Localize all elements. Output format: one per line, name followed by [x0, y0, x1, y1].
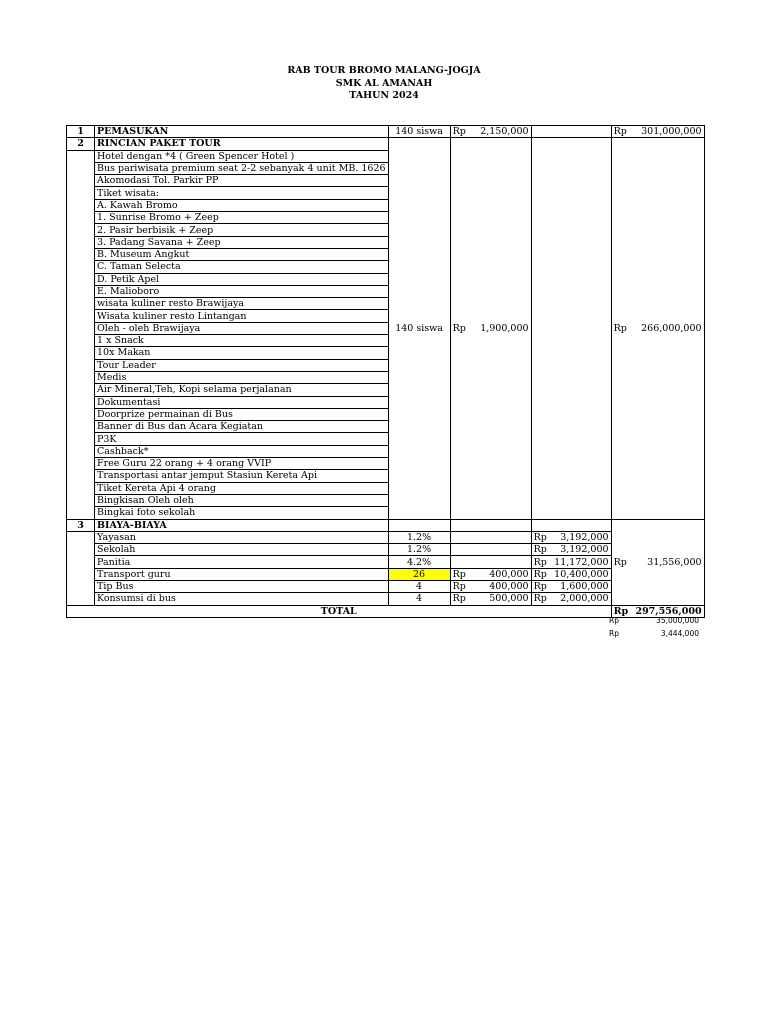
- item-label: E. Malioboro: [95, 285, 389, 297]
- section-label: BIAYA-BIAYA: [95, 519, 389, 531]
- item-label: Cashback*: [95, 445, 389, 457]
- price-cell: 1,900,000: [470, 138, 531, 519]
- item-label: Medis: [95, 371, 389, 383]
- item-label: C. Taman Selecta: [95, 261, 389, 273]
- item-label: Free Guru 22 orang + 4 orang VVIP: [95, 458, 389, 470]
- empty-cell: [551, 126, 611, 138]
- total-cell: 31,556,000: [631, 519, 704, 605]
- currency-cell: Rp: [611, 138, 631, 519]
- subtotal-cell: 1,600,000: [551, 580, 611, 592]
- item-label: Bingkisan Oleh oleh: [95, 494, 389, 506]
- subtotal-cell: 2,000,000: [551, 593, 611, 605]
- item-label: Akomodasi Tol. Parkir PP: [95, 175, 389, 187]
- qty-cell: 4: [388, 580, 450, 592]
- empty-cell: [551, 138, 611, 519]
- currency-cell: Rp: [531, 544, 551, 556]
- item-label: Dokumentasi: [95, 396, 389, 408]
- qty-cell: 26: [388, 568, 450, 580]
- currency-cell: [450, 531, 470, 543]
- currency-cell: Rp: [611, 126, 631, 138]
- item-label: 10x Makan: [95, 347, 389, 359]
- item-label: Sekolah: [95, 544, 389, 556]
- total-cell: 301,000,000: [631, 126, 704, 138]
- table-row: [67, 568, 705, 580]
- empty-cell: [531, 519, 551, 531]
- table-row: [67, 593, 705, 605]
- currency-cell: Rp: [450, 580, 470, 592]
- item-label: Hotel dengan *4 ( Green Spencer Hotel ): [95, 150, 389, 162]
- item-label: wisata kuliner resto Brawijaya: [95, 298, 389, 310]
- qty-cell: 1.2%: [388, 531, 450, 543]
- currency-cell: Rp: [450, 126, 470, 138]
- currency-cell: Rp: [531, 568, 551, 580]
- item-label: Tour Leader: [95, 359, 389, 371]
- item-label: 1 x Snack: [95, 335, 389, 347]
- currency-cell: Rp: [611, 605, 631, 617]
- row-number: [67, 150, 95, 519]
- currency-cell: Rp: [611, 519, 631, 605]
- empty-cell: [388, 519, 450, 531]
- subtotal-cell: 3,192,000: [551, 544, 611, 556]
- item-label: Yayasan: [95, 531, 389, 543]
- note-row: [605, 628, 699, 641]
- currency-cell: Rp: [531, 580, 551, 592]
- item-label: Wisata kuliner resto Lintangan: [95, 310, 389, 322]
- empty-cell: [450, 519, 470, 531]
- note-currency: Rp: [609, 616, 619, 625]
- note-row: [605, 615, 699, 628]
- price-cell: 2,150,000: [470, 126, 531, 138]
- item-label: Doorprize permainan di Bus: [95, 408, 389, 420]
- note-value: 3,444,000: [660, 628, 699, 638]
- table-row: [67, 544, 705, 556]
- note-value: 35,000,000: [656, 616, 699, 625]
- currency-cell: Rp: [531, 593, 551, 605]
- document-title: [0, 65, 768, 103]
- row-number: 2: [67, 138, 95, 150]
- currency-cell: Rp: [531, 556, 551, 568]
- table-row: [67, 531, 705, 543]
- currency-cell: Rp: [450, 593, 470, 605]
- price-cell: 400,000: [470, 568, 531, 580]
- qty-cell: 4.2%: [388, 556, 450, 568]
- budget-table-body: [67, 126, 705, 618]
- item-label: Transportasi antar jemput Stasiun Kereta Api: [95, 470, 389, 482]
- row-rincian-header: [67, 138, 705, 150]
- item-label: Tiket wisata:: [95, 187, 389, 199]
- currency-cell: [450, 556, 470, 568]
- empty-cell: [470, 519, 531, 531]
- qty-cell: 1.2%: [388, 544, 450, 556]
- title-line-1: RAB TOUR BROMO MALANG-JOGJA: [287, 65, 481, 76]
- row-number: [67, 531, 95, 605]
- row-biaya-header: [67, 519, 705, 531]
- price-cell: 400,000: [470, 580, 531, 592]
- price-cell: [470, 544, 531, 556]
- item-label: Air Mineral,Teh, Kopi selama perjalanan: [95, 384, 389, 396]
- item-label: 1. Sunrise Bromo + Zeep: [95, 212, 389, 224]
- section-label: PEMASUKAN: [95, 126, 389, 138]
- qty-cell: 140 siswa: [388, 126, 450, 138]
- total-label: TOTAL: [67, 605, 612, 617]
- price-cell: [470, 556, 531, 568]
- total-cell: 266,000,000: [631, 138, 704, 519]
- item-label: Tip Bus: [95, 580, 389, 592]
- item-label: P3K: [95, 433, 389, 445]
- subtotal-cell: 10,400,000: [551, 568, 611, 580]
- table-row: [67, 580, 705, 592]
- row-number: 3: [67, 519, 95, 531]
- qty-cell: 4: [388, 593, 450, 605]
- empty-cell: [531, 138, 551, 519]
- item-label: Bus pariwisata premium seat 2-2 sebanyak 4 unit MB. 1626: [95, 162, 389, 174]
- item-label: Transport guru: [95, 568, 389, 580]
- qty-cell: 140 siswa: [388, 138, 450, 519]
- subtotal-cell: 3,192,000: [551, 531, 611, 543]
- grand-total-value: 297,556,000: [631, 605, 704, 617]
- item-label: Banner di Bus dan Acara Kegiatan: [95, 421, 389, 433]
- note-currency: Rp: [609, 628, 619, 638]
- subtotal-cell: 11,172,000: [551, 556, 611, 568]
- item-label: A. Kawah Bromo: [95, 199, 389, 211]
- price-cell: [470, 531, 531, 543]
- side-notes: [605, 615, 699, 640]
- currency-cell: Rp: [450, 138, 470, 519]
- item-label: Konsumsi di bus: [95, 593, 389, 605]
- empty-cell: [551, 519, 611, 531]
- item-label: D. Petik Apel: [95, 273, 389, 285]
- item-label: Tiket Kereta Api 4 orang: [95, 482, 389, 494]
- currency-cell: [450, 544, 470, 556]
- title-line-2: SMK AL AMANAH: [335, 77, 433, 89]
- item-label: Panitia: [95, 556, 389, 568]
- budget-table: [66, 125, 705, 618]
- item-label: 2. Pasir berbisik + Zeep: [95, 224, 389, 236]
- currency-cell: Rp: [450, 568, 470, 580]
- section-label: RINCIAN PAKET TOUR: [95, 138, 389, 150]
- price-cell: 500,000: [470, 593, 531, 605]
- item-label: Oleh - oleh Brawijaya: [95, 322, 389, 334]
- item-label: 3. Padang Savana + Zeep: [95, 236, 389, 248]
- title-line-3: TAHUN 2024: [349, 90, 419, 101]
- row-pemasukan: [67, 126, 705, 138]
- empty-cell: [531, 126, 551, 138]
- item-label: Bingkai foto sekolah: [95, 507, 389, 519]
- item-label: B. Museum Angkut: [95, 248, 389, 260]
- table-row: [67, 556, 705, 568]
- row-number: 1: [67, 126, 95, 138]
- currency-cell: Rp: [531, 531, 551, 543]
